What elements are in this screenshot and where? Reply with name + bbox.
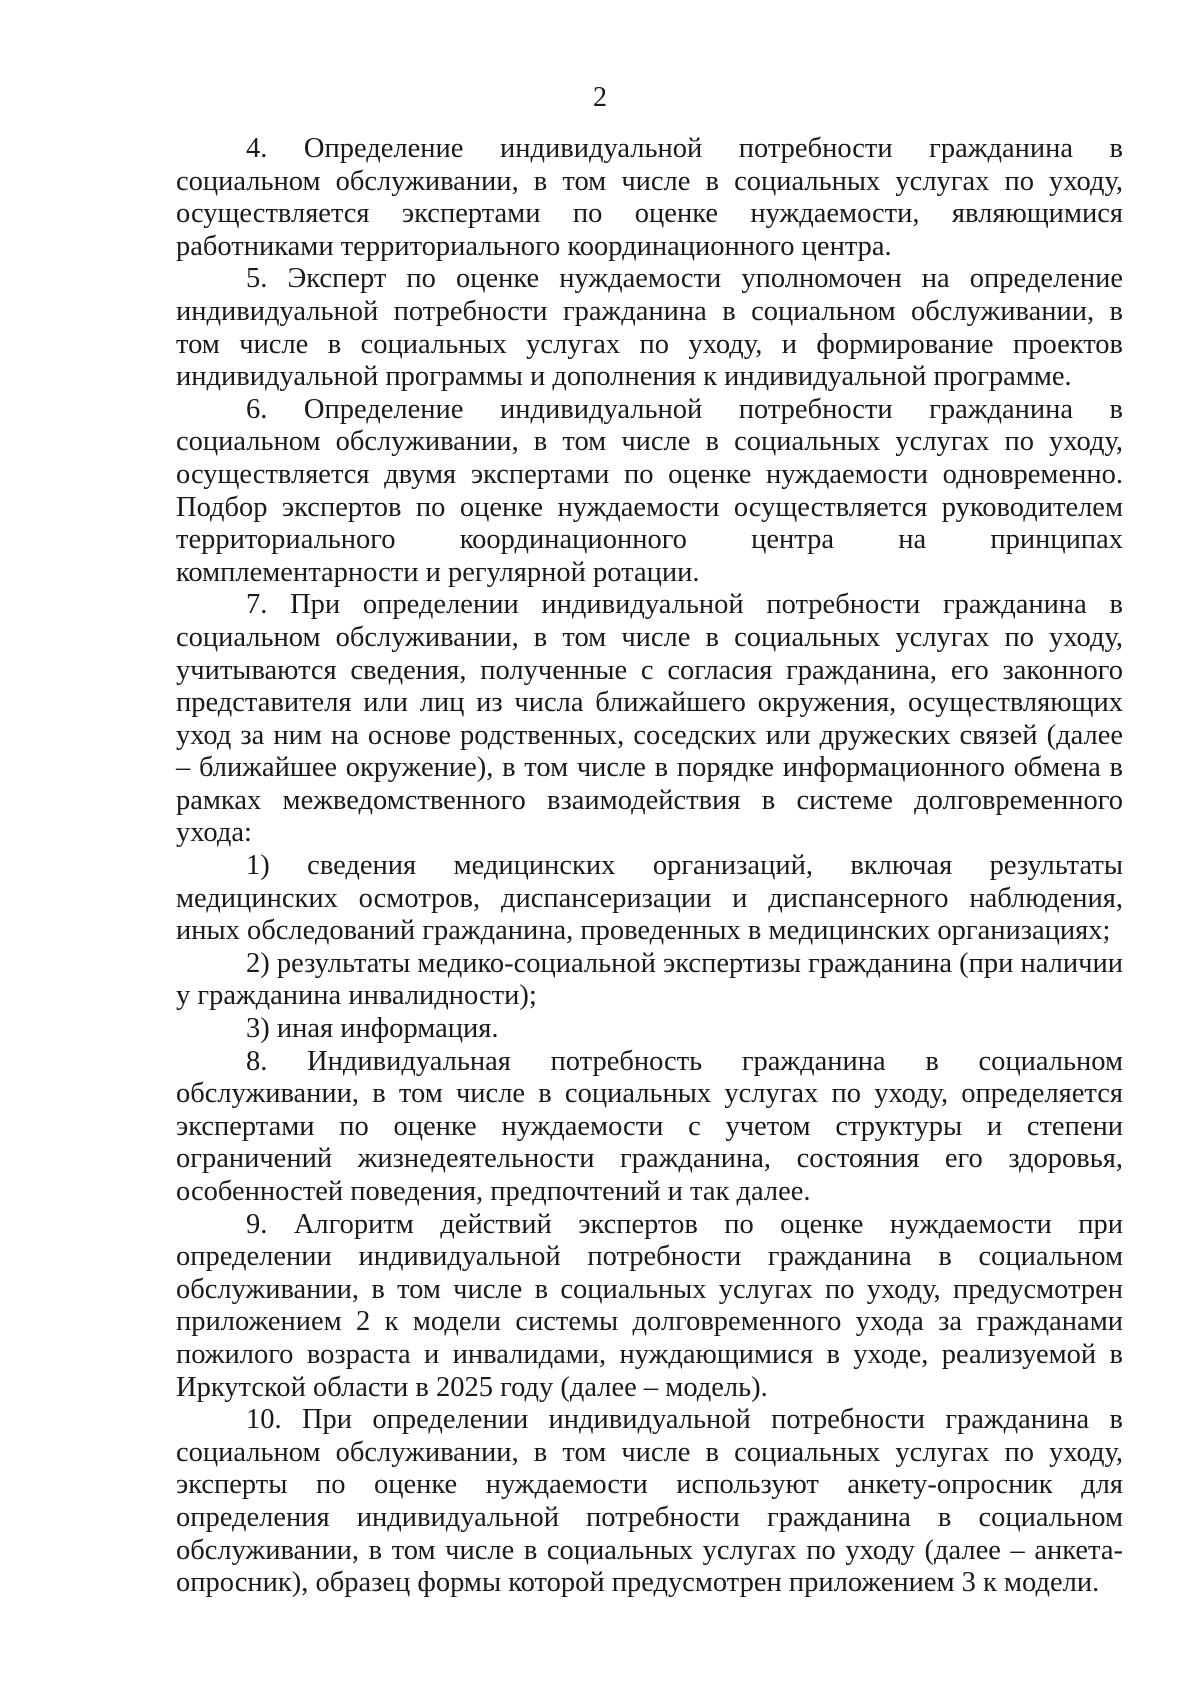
list-item-1: 1) сведения медицинских организаций, включая результаты медицинских осмотров, диспансеризации и диспансерного наблюдения, иных обследований гражданина, проведенных в медицинских организациях; xyxy=(176,850,1123,947)
document-body xyxy=(176,133,1123,1600)
list-item-3: 3) иная информация. xyxy=(246,1013,499,1045)
paragraph-10: 10. При определении индивидуальной потребности гражданина в социальном обслуживании, в том числе в социальных услугах по уходу, эксперты по оценке нуждаемости используют анкету-опросник для определения индивидуальной потребности гражданина в социальном обслуживании, в том числе в социальных услугах по уходу (далее – анкета-опросник), образец формы которой предусмотрен приложением 3 к модели. xyxy=(176,1404,1123,1599)
paragraph-6: 6. Определение индивидуальной потребности гражданина в социальном обслуживании, в том числе в социальных услугах по уходу, осуществляется двумя экспертами по оценке нуждаемости одновременно. Подбор экспертов по оценке нуждаемости осуществляется руководителем территориального координационного центра на принципах комплементарности и регулярной ротации. xyxy=(176,393,1123,588)
page-number: 2 xyxy=(593,82,607,113)
paragraph-9: 9. Алгоритм действий экспертов по оценке нуждаемости при определении индивидуальной потребности гражданина в социальном обслуживании, в том числе в социальных услугах по уходу, предусмотрен приложением 2 к модели системы долговременного ухода за гражданами пожилого возраста и инвалидами, нуждающимися в уходе, реализуемой в Иркутской области в 2025 году (далее – модель). xyxy=(176,1208,1123,1403)
paragraph-7: 7. При определении индивидуальной потребности гражданина в социальном обслуживании, в том числе в социальных услугах по уходу, учитываются сведения, полученные с согласия гражданина, его законного представителя или лиц из числа ближайшего окружения, осуществляющих уход за ним на основе родственных, соседских или дружеских связей (далее – ближайшее окружение), в том числе в порядке информационного обмена в рамках межведомственного взаимодействия в системе долговременного ухода: xyxy=(176,589,1123,849)
paragraph-5: 5. Эксперт по оценке нуждаемости уполномочен на определение индивидуальной потребности гражданина в социальном обслуживании, в том числе в социальных услугах по уходу, и формирование проектов индивидуальной программы и дополнения к индивидуальной программе. xyxy=(176,263,1123,393)
list-item-2: 2) результаты медико-социальной экспертизы гражданина (при наличии у гражданина инвалидности); xyxy=(176,947,1123,1012)
paragraph-4: 4. Определение индивидуальной потребности гражданина в социальном обслуживании, в том числе в социальных услугах по уходу, осуществляется экспертами по оценке нуждаемости, являющимися работниками территориального координационного центра. xyxy=(176,133,1123,262)
paragraph-8: 8. Индивидуальная потребность гражданина в социальном обслуживании, в том числе в социальных услугах по уходу, определяется экспертами по оценке нуждаемости с учетом структуры и степени ограничений жизнедеятельности гражданина, состояния его здоровья, особенностей поведения, предпочтений и так далее. xyxy=(176,1045,1123,1207)
